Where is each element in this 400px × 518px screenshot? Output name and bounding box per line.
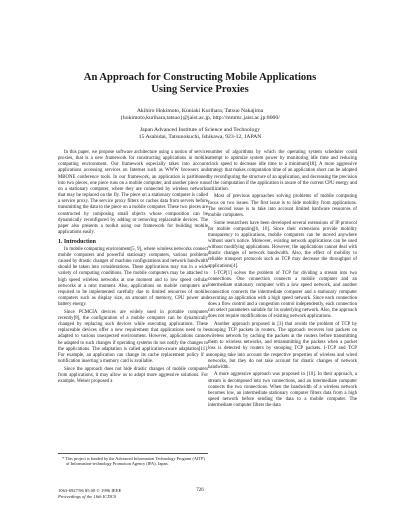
intro-paragraph-1: In mobile computing environment[5, 9], where wireless networks connect mobile computers and powerful stationary computers, various problems caused by drastic changes of machine configurations and network bandwidth should be taken into considerations. These applications may run in a wide variety of computing conditions. The mobile computers may be attached to high speed wireless networks at one moment and to low speed cellular networks at a next moment. Also, applications on mobile computers are required to be implemented carefully due to limited resources of mobile computers such as display size, an amount of memory, CPU power and battery energy. [58, 246, 208, 308]
footnote [58, 453, 208, 467]
abstract-paragraph: In this paper, we propose software architecture using a notion of service proxies, that is a new framework for constructing applications in mobile computing environment. Our framework especially takes into account applications accessing services on Internet such as WWW browsers and MBONE conference tools. In our framework, an application is partitioned into two pieces, one piece runs on a mobile computer, and another piece runs on a stationary computer, where they are connected by wireless networks that may be replaced on the fly. The piece on a stationary computer is called a service proxy. The service proxy filters or caches data from servers before transmitting the data to the piece on a mobile computer. These two pieces are constructed by composing small objects whose composition can be dynamically reconfigured by adding or removing replaceable devices. The paper also presents a toolkit using our framework for building mobile applications easily. [58, 150, 208, 236]
title-line-1: An Approach for Constructing Mobile Applications [83, 72, 317, 83]
right-paragraph-3: Some researchers have been developed several extensions of IP protocol for mobile computing[6, 16]. Since their extensions provide mobility transparency to applications, mobile computers can be moved anywhere without user's notice. Moreover, existing network applications can be used without modifying applications. However, the applications cannot deal with drastic changes of network bandwidth. Also, the effect of mobility to reliable transport protocols such as TCP may decrease the throughput of applications[4]. [208, 220, 357, 269]
author-block [70, 108, 330, 141]
publication-info [58, 488, 121, 500]
affiliation-address: 15 Asahidai, Tatsunokuchi, Ishikawa, 923-12, JAPAN [138, 133, 262, 140]
right-paragraph-2: Most of previous approaches solving problems of mobile computing focus on two issues. The first issue is to hide mobility from applications. The second issue is to take into account limited hardware resources of mobile computers. [208, 194, 357, 218]
page-number: 726 [196, 488, 204, 493]
right-paragraph-6: A more aggressive approach was proposed in [10]. In their approach, a stream is decomposed into two connections, and an intermediate computer connects the two connections. When the bandwidth of a wireless network becomes low, an intermediate stationary computer filters data from a high speed network before sending the data to a mobile computer. The intermediate computer filters the data [208, 372, 357, 409]
right-paragraph-4: I-TCP[1] solves the problem of TCP for dividing a stream into two connections. One connection connects a mobile computer and an intermediate stationary computer with a low speed network, and another connection connects the intermediate computer and a stationary computer executing an application with a high speed network. Since each connection does a flow control and a congestion control independently, each connection can select parameters suitable for its underlying network. Also, the approach does not require modifications of existing network applications. [208, 271, 357, 320]
right-paragraph-1: number of algorithms by which the operating system scheduler could attempt to optimize system power by monitoring idle time and reducing clock speed to decrease idle time to a minimum[18]. A more aggressive strategy that makes computation time of an application short can be adopted by reconfiguring the structure of an application, and decreasing the precision of the computation if the application is aware of the current CPU energy and utilization. [208, 150, 357, 192]
right-column [208, 150, 357, 411]
author-emails: {hokimoto,kurihara,tatsuo}@jaist.ac.jp, http://mmmc.jaist.ac.jp:8000/ [120, 115, 280, 122]
section-heading-introduction: 1. Introduction [58, 238, 96, 245]
intro-paragraph-3: Since the approach does not hide drastic changes of mobile computers from applications, it may allow us to adopt more aggressive solutions. For example, Weiser proposed a [58, 366, 208, 384]
intro-paragraph-2: Since PCMCIA devices are widely used in portable computers recently[8], the configuration of a mobile computer can be dynamically changed by replacing such devices while executing applications. These replaceable devices offer a new requirement that applications need to be adapted to various unexpected environment. However, applications cannot be adapted to such changes if operating systems do not notify the changes to the applications. The adaptation is called application-aware adaptation[11]. For example, an application can change its cache replacement policy if a notification inserting a memory card is available. [58, 309, 208, 365]
copyright-line: 1063-6927/96 $5.00 © 1996 IEEE [58, 488, 122, 493]
paper-title [60, 72, 340, 97]
proceedings-line: Proceedings of the 16th ICDCS [58, 494, 117, 499]
author-names: Akihiro Hokimoto, Kuniaki Kurihara, Tatsuo Nakajima [136, 108, 264, 114]
left-column [58, 150, 208, 386]
title-line-2: Using Service Proxies [151, 84, 249, 96]
right-paragraph-5: Another approach proposed in [3] that avoids the problem of TCP by snooping TCP packets in routers. The approach recovers lost packets on wireless network by caching the packets at the routers before transmitting them to wireless networks, and retransmitting the packets when a packet loss is detected by routers by snooping TCP packets. I-TCP and TCP snooping take into account the respective properties of wireless and wired networks, but they do not take account for drastic changes of network bandwidth. [208, 321, 357, 370]
affiliation-name: Japan Advanced Institute of Science and Technology [139, 126, 261, 133]
footnote-text: * This project is funded by the Advanced Information Technology Program (AITP) of Information-technology Promotion Agency (IPA), Japan. [62, 456, 205, 467]
